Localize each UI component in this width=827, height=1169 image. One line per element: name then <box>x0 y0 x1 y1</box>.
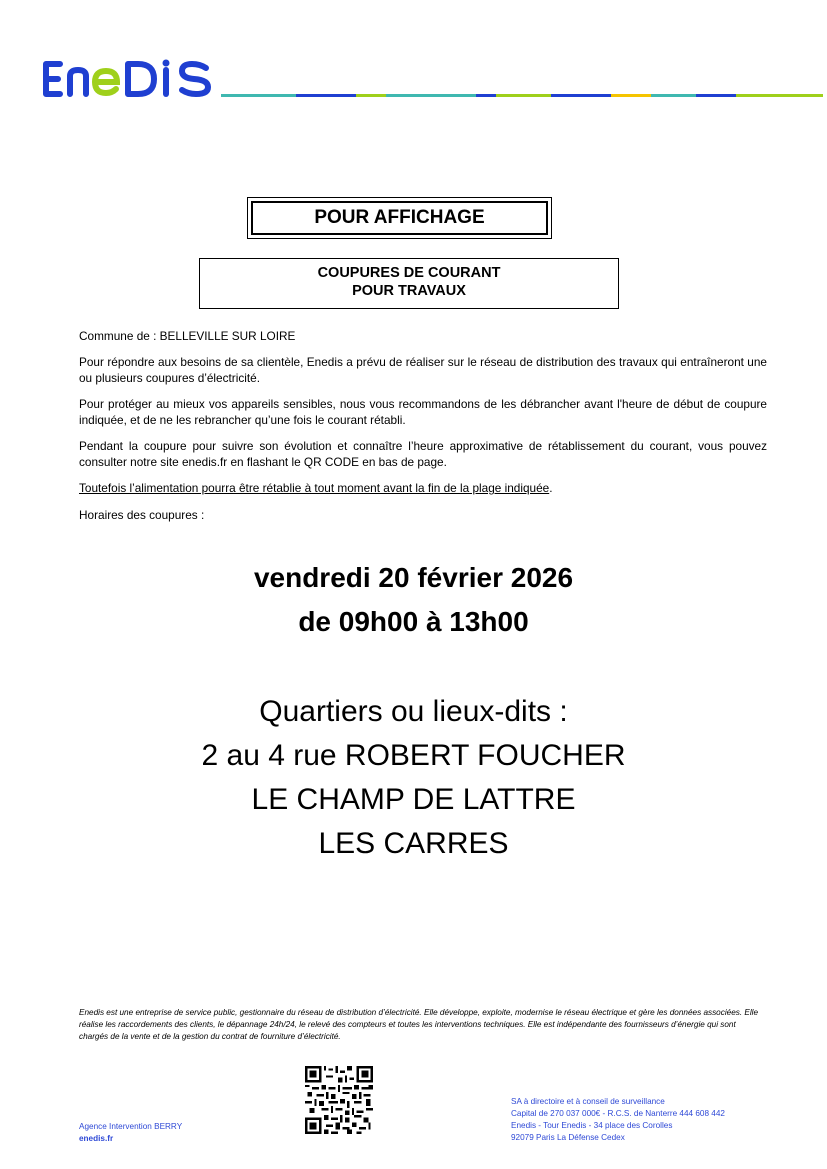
notice-subtitle <box>199 258 619 309</box>
schedule-label: Horaires des coupures : <box>79 508 205 522</box>
commune-line: Commune de : BELLEVILLE SUR LOIRE <box>79 329 296 343</box>
footer-company <box>511 1096 725 1144</box>
paragraph-needs: Pour répondre aux besoins de sa clientèle, Enedis a prévu de réaliser sur le réseau de distribution des travaux qui entraîneront une ou plusieurs coupures d’électricité. <box>79 355 767 385</box>
footer-agency <box>79 1121 182 1145</box>
affichage-title: POUR AFFICHAGE <box>251 201 548 235</box>
subtitle-line-2: POUR TRAVAUX <box>352 283 466 299</box>
warning-end: . <box>549 481 553 495</box>
outage-schedule <box>0 556 827 644</box>
enedis-logo <box>40 58 216 100</box>
outage-time: de 09h00 à 13h00 <box>298 606 529 637</box>
paragraph-protect: Pour protéger au mieux vos appareils sensibles, nous vous recommandons de les débrancher avant l'heure de début de coupure indiquée, et de ne les rebrancher qu’une fois le courant rétabli. <box>79 397 767 427</box>
company-line: Capital de 270 037 000€ - R.C.S. de Nanterre 444 608 442 <box>511 1109 725 1118</box>
warning-line <box>79 480 767 496</box>
affichage-box <box>247 197 552 239</box>
company-line: SA à directoire et à conseil de surveillance <box>511 1097 665 1106</box>
qr-code[interactable] <box>305 1066 373 1134</box>
place-item: LE CHAMP DE LATTRE <box>251 783 576 816</box>
website-link[interactable]: enedis.fr <box>79 1134 114 1143</box>
legal-notice: Enedis est une entreprise de service public, gestionnaire du réseau de distribution d’électricité. Elle développe, exploite, modernise le réseau électrique et gère les données associées. Elle réalise les raccordements des clients, le dépannage 24h/24, le relevé des compteurs et toutes les interventions techniques. Elle est indépendante des fournisseurs d’énergie qui sont chargés de la vente et de la gestion du contrat de fourniture d’électricité. <box>79 1008 759 1041</box>
places-heading: Quartiers ou lieux-dits : <box>259 695 568 728</box>
outage-date: vendredi 20 février 2026 <box>253 562 574 593</box>
place-item: LES CARRES <box>318 827 509 860</box>
company-line: Enedis - Tour Enedis - 34 place des Corolles <box>511 1121 673 1130</box>
paragraph-follow: Pendant la coupure pour suivre son évolution et connaître l’heure approximative de rétablissement du courant, vous pouvez consulter notre site enedis.fr en flashant le QR CODE en bas de page. <box>79 439 767 469</box>
warning-underlined: Toutefois l’alimentation pourra être rétablie à tout moment avant la fin de la plage indiquée <box>79 481 550 495</box>
company-line: 92079 Paris La Défense Cedex <box>511 1133 625 1142</box>
place-item: 2 au 4 rue ROBERT FOUCHER <box>201 739 626 772</box>
subtitle-line-1: COUPURES DE COURANT <box>317 265 501 281</box>
affected-places <box>0 690 827 866</box>
brand-stripe <box>221 94 823 97</box>
agency-name: Agence Intervention BERRY <box>79 1122 183 1131</box>
